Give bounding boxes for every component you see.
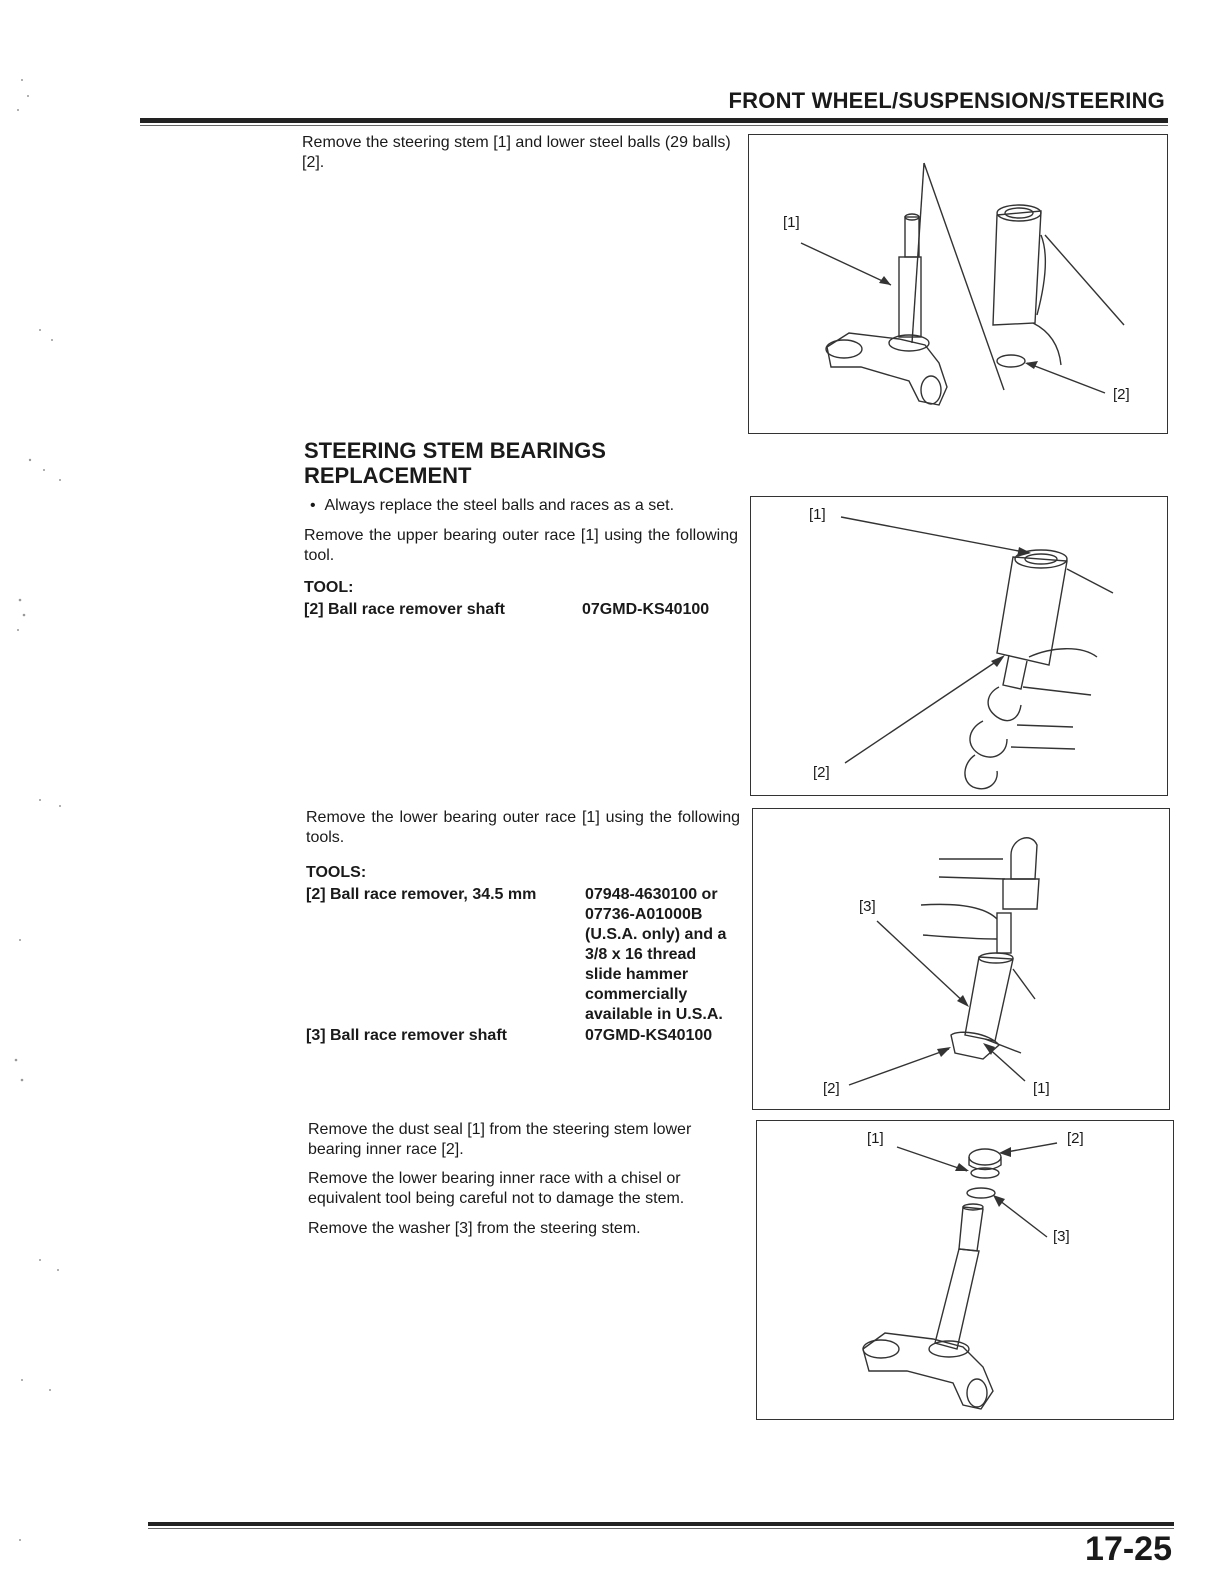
tool-part-line: commercially — [585, 986, 688, 1003]
stem-removal-illustration — [749, 135, 1167, 433]
fig1-callout-1: [1] — [783, 214, 800, 231]
tool-name: [2] Ball race remover, 34.5 mm — [306, 886, 537, 903]
step4-para1: Remove the dust seal [1] from the steering stem lower bearing inner race [2]. — [308, 1121, 692, 1158]
step4-para3: Remove the washer [3] from the steering stem. — [308, 1220, 641, 1237]
tool-part-line: available in U.S.A. — [585, 1006, 723, 1023]
step4-para2: Remove the lower bearing inner race with a chisel or equivalent tool being careful not to damage the stem. — [308, 1170, 685, 1207]
footer-rule-thin — [148, 1528, 1174, 1529]
section-heading-line1: STEERING STEM BEARINGS — [304, 438, 606, 463]
header-rule — [140, 118, 1168, 123]
step2-tool-row — [304, 600, 709, 620]
tool-part-line: 07948-4630100 or — [585, 886, 718, 903]
arrow-head — [993, 1195, 1005, 1207]
step3-text: Remove the lower bearing outer race [1] using the following tools. — [306, 809, 740, 846]
tool-part-number: 07GMD-KS40100 — [582, 601, 710, 618]
arrow-head — [955, 1163, 969, 1171]
bullet-glyph: • — [310, 497, 325, 514]
fig4-callout-3: [3] — [1053, 1228, 1070, 1245]
header-rule-thin — [140, 125, 1168, 126]
lower-race-illustration — [753, 809, 1169, 1109]
tool-part-line: 3/8 x 16 thread — [585, 946, 697, 963]
tool-part-line: (U.S.A. only) and a — [585, 926, 727, 943]
step3-tool-row-2 — [306, 1026, 712, 1046]
tool-part-line: slide hammer — [585, 966, 689, 983]
arrow-head — [879, 276, 891, 285]
fig3-callout-2: [2] — [823, 1080, 840, 1097]
tool-name: [3] Ball race remover shaft — [306, 1027, 507, 1044]
arrow-head — [1025, 361, 1038, 369]
step1-text: Remove the steering stem [1] and lower steel balls (29 balls) [2]. — [302, 134, 731, 171]
fig1-callout-2: [2] — [1113, 386, 1130, 403]
footer-rule — [148, 1522, 1174, 1526]
figure-upper-race-removal — [750, 496, 1168, 796]
figure-lower-race-removal — [752, 808, 1170, 1110]
section-heading-line2: REPLACEMENT — [304, 463, 472, 488]
step3-tool-row-1 — [306, 885, 726, 1025]
arrow-head — [937, 1047, 951, 1057]
section-heading — [304, 438, 606, 488]
step2-tool-label: TOOL: — [304, 579, 354, 596]
inner-race-illustration — [757, 1121, 1173, 1419]
figure-steering-stem-removal — [748, 134, 1168, 434]
scan-artifacts — [0, 0, 100, 1584]
note-bullet — [310, 496, 740, 516]
tool-name: [2] Ball race remover shaft — [304, 601, 505, 618]
fig4-callout-2: [2] — [1067, 1130, 1084, 1147]
arrow-head — [991, 655, 1005, 667]
page-number: 17-25 — [1085, 1530, 1172, 1568]
step3-tool-label: TOOLS: — [306, 864, 367, 881]
tool-part-lines — [585, 885, 726, 1025]
step2-text: Remove the upper bearing outer race [1] using the following tool. — [304, 527, 738, 564]
fig2-callout-1: [1] — [809, 506, 826, 523]
note-text: Always replace the steel balls and races as a set. — [324, 497, 675, 514]
tool-part-line: 07GMD-KS40100 — [585, 1027, 713, 1044]
page-header-title: FRONT WHEEL/SUSPENSION/STEERING — [728, 88, 1165, 113]
fig3-callout-3: [3] — [859, 898, 876, 915]
fig2-callout-2: [2] — [813, 764, 830, 781]
fig3-callout-1: [1] — [1033, 1080, 1050, 1097]
tool-part-line: 07736-A01000B — [585, 906, 703, 923]
upper-race-illustration — [751, 497, 1167, 795]
figure-inner-race-removal — [756, 1120, 1174, 1420]
fig4-callout-1: [1] — [867, 1130, 884, 1147]
